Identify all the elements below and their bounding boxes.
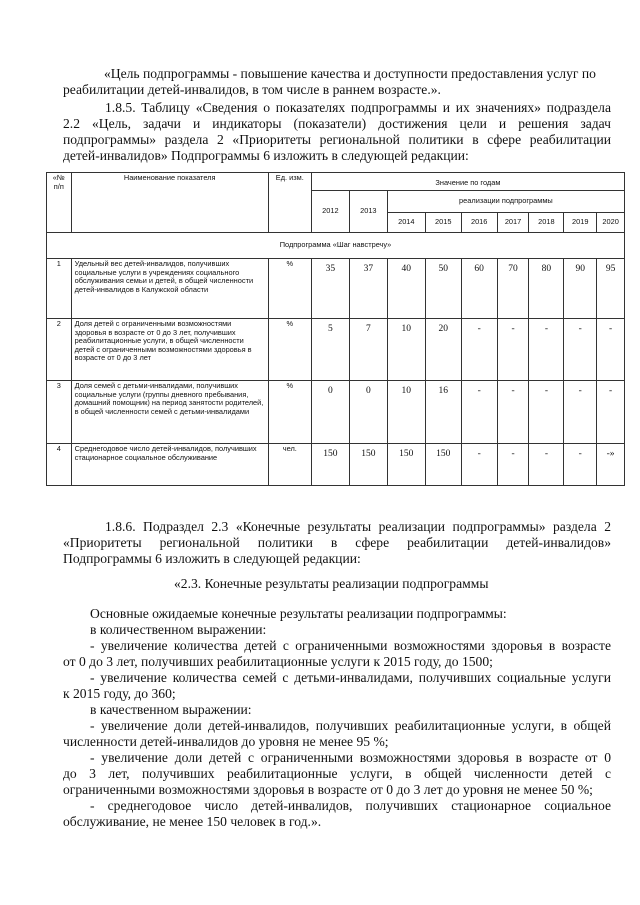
row-num: 3 — [47, 381, 72, 444]
header-name: Наименование показателя — [71, 173, 268, 233]
header-year: 2016 — [461, 213, 497, 233]
row-value: - — [564, 319, 597, 381]
row-name: Удельный вес детей-инвалидов, получивших социальные услуги в учреждениях социального обслуживания семьи и детей, в общей численности детей-инвалидов в Калужской области — [71, 259, 268, 319]
row-value: - — [497, 381, 529, 444]
qual-item-2b: до 3 лет, получивших реабилитационные услуги, в общей численности детей с — [63, 766, 611, 781]
para-185-line-1: 1.8.5. Таблицу «Сведения о показателях подпрограммы и их значениях» подраздела — [105, 100, 611, 115]
qual-item-2c: ограниченными возможностями здоровья в возрасте от 0 до 3 лет до уровня не менее 50 %; — [63, 782, 593, 797]
row-value: - — [564, 444, 597, 486]
para-186-line-3: Подпрограммы 6 изложить в следующей редакции: — [63, 551, 361, 566]
qual-item-3b: обслуживание, не менее 150 человек в год.». — [63, 814, 322, 829]
row-unit: % — [268, 259, 311, 319]
section-title: «2.3. Конечные результаты реализации подпрограммы — [174, 576, 489, 591]
row-value: - — [497, 319, 529, 381]
qual-item-1a: - увеличение доли детей-инвалидов, получивших реабилитационные услуги, в общей — [90, 718, 611, 733]
row-unit: чел. — [268, 444, 311, 486]
row-value: 150 — [311, 444, 349, 486]
row-value: 150 — [425, 444, 461, 486]
row-value: - — [529, 381, 564, 444]
table-row — [47, 319, 625, 381]
header-year: 2018 — [529, 213, 564, 233]
header-unit: Ед. изм. — [268, 173, 311, 233]
indicators-table — [46, 172, 625, 486]
row-value: 70 — [497, 259, 529, 319]
header-year: 2013 — [349, 191, 387, 233]
results-intro: Основные ожидаемые конечные результаты реализации подпрограммы: — [90, 606, 507, 621]
row-value: 150 — [349, 444, 387, 486]
row-value: 95 — [597, 259, 625, 319]
row-value: 150 — [387, 444, 425, 486]
header-year: 2012 — [311, 191, 349, 233]
qual-item-3a: - среднегодовое число детей-инвалидов, получивших стационарное социальное — [90, 798, 611, 813]
row-value: - — [564, 381, 597, 444]
row-num: 1 — [47, 259, 72, 319]
header-values: Значение по годам — [311, 173, 624, 191]
row-value: 0 — [311, 381, 349, 444]
row-value: 7 — [349, 319, 387, 381]
intro-line-1: «Цель подпрограммы - повышение качества и доступности предоставления услуг по — [104, 66, 596, 81]
row-name: Среднегодовое число детей-инвалидов, получивших стационарное социальное обслуживание — [71, 444, 268, 486]
header-year: 2014 — [387, 213, 425, 233]
table-row — [47, 444, 625, 486]
quant-item-2a: - увеличение количества семей с детьми-инвалидами, получивших социальные услуги — [90, 670, 611, 685]
row-value: 35 — [311, 259, 349, 319]
row-value: - — [461, 381, 497, 444]
row-value: 16 — [425, 381, 461, 444]
row-value: - — [597, 319, 625, 381]
row-value: 40 — [387, 259, 425, 319]
header-realization: реализации подпрограммы — [387, 191, 624, 213]
row-unit: % — [268, 319, 311, 381]
row-num: 4 — [47, 444, 72, 486]
row-value: 5 — [311, 319, 349, 381]
header-year: 2015 — [425, 213, 461, 233]
header-year: 2019 — [564, 213, 597, 233]
row-value: - — [461, 444, 497, 486]
header-year: 2017 — [497, 213, 529, 233]
row-value: 90 — [564, 259, 597, 319]
qual-item-1b: численности детей-инвалидов до уровня не менее 95 %; — [63, 734, 389, 749]
row-value: - — [461, 319, 497, 381]
table-row — [47, 259, 625, 319]
row-value: 37 — [349, 259, 387, 319]
row-value: 20 — [425, 319, 461, 381]
row-name: Доля детей с ограниченными возможностями здоровья в возрасте от 0 до 3 лет, получивших реабилитационные услуги, в общей численности детей с ограниченными возможностями здоровья в возрасте от 0 до 3 лет — [71, 319, 268, 381]
row-value: 10 — [387, 319, 425, 381]
qual-item-2a: - увеличение доли детей с ограниченными возможностями здоровья в возрасте от 0 — [90, 750, 611, 765]
subprogram-title: Подпрограмма «Шаг навстречу» — [47, 233, 625, 259]
para-186-line-2: «Приоритеты региональной политики в сфере реабилитации детей-инвалидов» — [63, 535, 611, 550]
row-value: 80 — [529, 259, 564, 319]
row-unit: % — [268, 381, 311, 444]
row-name: Доля семей с детьми-инвалидами, получивших социальные услуги (группы дневного пребывания, домашний помощник) на период занятости родителей, в общей численности семей с детьми-инвалидами — [71, 381, 268, 444]
quant-item-1a: - увеличение количества детей с ограниченными возможностями здоровья в возрасте — [90, 638, 611, 653]
para-185-line-4: детей-инвалидов» Подпрограммы 6 изложить в следующей редакции: — [63, 148, 469, 163]
row-num: 2 — [47, 319, 72, 381]
row-value: 0 — [349, 381, 387, 444]
qualitative-label: в качественном выражении: — [90, 702, 252, 717]
row-value: - — [497, 444, 529, 486]
row-value: - — [529, 319, 564, 381]
row-value: - — [597, 381, 625, 444]
row-value: -» — [597, 444, 625, 486]
quant-item-1b: от 0 до 3 лет, получивших реабилитационные услуги к 2015 году, до 1500; — [63, 654, 493, 669]
para-185-line-2: 2.2 «Цель, задачи и индикаторы (показатели) достижения цели и решения задач — [63, 116, 611, 131]
para-186-line-1: 1.8.6. Подраздел 2.3 «Конечные результаты реализации подпрограммы» раздела 2 — [105, 519, 611, 534]
row-value: 10 — [387, 381, 425, 444]
intro-line-2: реабилитации детей-инвалидов, в том числе в раннем возрасте.». — [63, 82, 441, 97]
header-num: «№ п/п — [47, 173, 72, 233]
row-value: - — [529, 444, 564, 486]
table-row — [47, 381, 625, 444]
header-year: 2020 — [597, 213, 625, 233]
para-185-line-3: подпрограммы» раздела 2 «Приоритеты региональной политики в сфере реабилитации — [63, 132, 611, 147]
quantitative-label: в количественном выражении: — [90, 622, 267, 637]
quant-item-2b: к 2015 году, до 360; — [63, 686, 176, 701]
row-value: 60 — [461, 259, 497, 319]
row-value: 50 — [425, 259, 461, 319]
